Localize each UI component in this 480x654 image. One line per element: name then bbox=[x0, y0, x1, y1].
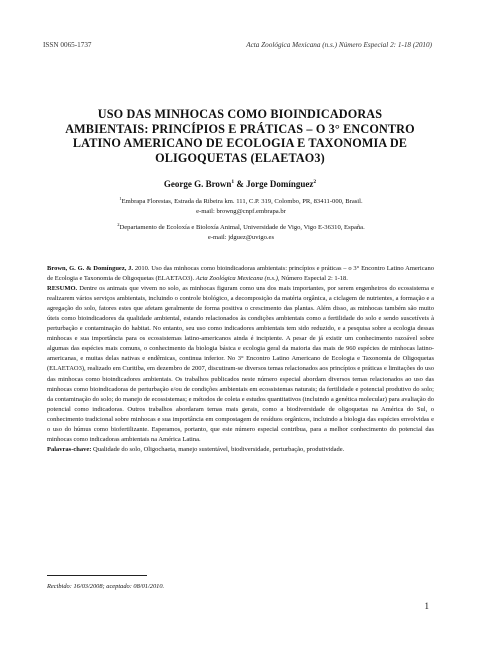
abstract-text: Dentre os animais que vivem no solo, as minhocas figuram como uns dos mais importantes, por serem engenheiros do ecossistema e realizarem vários serviços ambientais, incluindo o controle biológico, a decomposição da matéria orgânica, a ciclagem de nutrientes, a formação e a agregação do solo, fatores estes que afetam geralmente de forma positiva o crescimento das plantas. Além disso, as minhocas também são muito úteis como bioindicadores da qualidade ambiental, estando relacionados às condições ambientais como a fertilidade do solo e sendo suscetíveis à perturbação e contaminação do habitat. No entanto, seu uso como indicadores ambientais tem sido reduzido, e a pesquisa sobre a ecologia dessas minhocas e sua importância para os ecossistemas latino-americanos ainda é incipiente. A pesar de já existir um conhecimento razoável sobre algumas das espécies mais comuns, o conhecimento da biologia básica e ecologia geral da maioria das mais de 960 espécies de minhocas latino-americanas, e muitas delas nativas e endêmicas, continua inferior. No 3° Encontro Latino Americano de Ecologia e Taxonomia de Oligoquetas (ELAETAO3), realizado em Curitiba, em dezembro de 2007, discutiram-se diversos temas relacionados aos princípios e práticas e limitações do uso das minhocas como bioindicadores ambientais. Os trabalhos publicados neste número especial abordam diversos temas relacionados ao uso das minhocas como bioindicadoras de perturbação e/ou de condições ambientais em ecossistemas naturais; da fertilidade e potencial produtivo do solo; da contaminação do solo; do manejo de ecossistemas; e métodos de coleta e estudos quantitativos (incluindo a genética molecular) para avaliação do potencial como indicadoras. Outros trabalhos abordaram temas mais gerais, como a biodiversidade de oligoquetas na América do Sul, o conhecimento tradicional sobre minhocas e sua importância em compostagem de resíduos orgânicos, incluindo a biologia das espécies envolvidas e o uso do húmus como biofertilizante. Esperamos, portanto, que este número especial contribua, para a melhor conhecimento do potencial das minhocas como indicadoras ambientais na América Latina. bbox=[47, 285, 434, 443]
citation-text: 2010. Uso das minhocas como bioindicadoras ambientais: princípios e práticas – o 3° Encontro Latino Americano de Ecologia e Taxonomia de Oligoquetas (ELAETAO3). bbox=[47, 265, 434, 283]
affiliation-marker: 2 bbox=[117, 222, 120, 227]
abstract-paragraph bbox=[47, 284, 434, 445]
title-line: AMBIENTAIS: PRINCÍPIOS E PRÁTICAS – O 3° ENCONTRO bbox=[65, 121, 415, 136]
affiliation-marker: 1 bbox=[119, 196, 122, 201]
page-number: 1 bbox=[424, 601, 429, 611]
affiliation-address: Embrapa Florestas, Estrada da Ribeira km. 111, C.P. 319, Colombo, PR, 83411-000, Brasil. bbox=[121, 198, 363, 206]
keywords-text: Qualidade do solo, Oligochaeta, manejo sustentável, biodiversidade, perturbação, produtividade. bbox=[91, 445, 345, 453]
keywords-label: Palavras-chave: bbox=[47, 445, 92, 453]
author-name: Jorge Domínguez bbox=[246, 179, 314, 189]
citation-journal: Acta Zoológica Mexicana (n.s.) bbox=[195, 275, 278, 283]
affiliation-email[interactable]: e-mail: jdguez@uvigo.es bbox=[207, 234, 275, 242]
journal-reference: Acta Zoológica Mexicana (n.s.) Número Especial 2: 1-18 (2010) bbox=[246, 41, 432, 49]
author-name: George G. Brown bbox=[163, 179, 232, 189]
title-line: OLIGOQUETAS (ELAETAO3) bbox=[155, 150, 325, 165]
title-line: LATINO AMERICANO DE ECOLOGIA E TAXONOMIA DE bbox=[72, 136, 408, 151]
affiliation-email[interactable]: e-mail: browng@cnpf.embrapa.br bbox=[196, 208, 286, 216]
issn: ISSN 0065-1737 bbox=[43, 41, 92, 49]
authors-line bbox=[46, 179, 434, 189]
citation-issue: , Número Especial 2: 1-18. bbox=[277, 275, 348, 283]
citation-authors: Brown, G. G. & Domínguez, J. bbox=[47, 265, 134, 272]
article-title bbox=[46, 107, 434, 165]
affiliation-marker: 1 bbox=[231, 179, 235, 185]
received-date: Recibido: 16/03/2008; aceptado: 08/01/2010. bbox=[47, 583, 165, 590]
affiliation-2 bbox=[56, 220, 426, 243]
affiliation-address: Departamento de Ecoloxía e Bioloxía Animal, Universidade de Vigo, Vigo E-36310, España. bbox=[119, 224, 365, 232]
title-line: USO DAS MINHOCAS COMO BIOINDICADORAS bbox=[97, 107, 383, 121]
affiliation-marker: 2 bbox=[313, 179, 317, 185]
keywords-paragraph bbox=[47, 445, 434, 455]
author-separator: & bbox=[234, 179, 247, 189]
affiliation-1 bbox=[56, 194, 426, 217]
citation-paragraph bbox=[47, 264, 434, 284]
footnote-rule bbox=[47, 575, 147, 576]
abstract-label: RESUMO. bbox=[47, 285, 78, 293]
article-body bbox=[47, 264, 434, 455]
